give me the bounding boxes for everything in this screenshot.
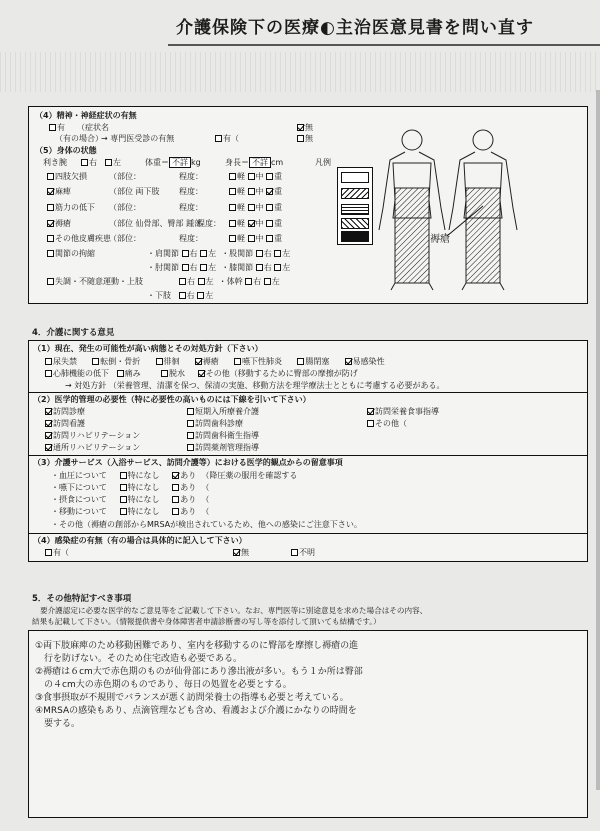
checkbox[interactable] xyxy=(266,235,273,242)
mental-if-has: （有の場合） xyxy=(55,134,103,143)
checkbox[interactable] xyxy=(256,264,263,271)
ataxia-lower: ・下肢 右 左 xyxy=(147,291,214,300)
policy: → 対処方針 （栄養管理、清潔を保つ、保清の実施、移動方法を理学療法士とともに考慮する必要がある。 xyxy=(65,381,445,390)
service-title: （3）介護サービス（入浴サービス、訪問介護等）における医学的観点からの留意事項 xyxy=(33,458,343,467)
note-line: 行を防げない。そのため住宅改造も必要である。 xyxy=(35,654,243,664)
checkbox[interactable] xyxy=(179,278,186,285)
legend-swatches xyxy=(337,167,373,245)
checkbox[interactable] xyxy=(266,204,273,211)
degree-group-4: 軽 中 重 xyxy=(229,219,282,229)
body-row-5[interactable]: その他皮膚疾患 xyxy=(47,234,111,244)
body-row-3[interactable]: 筋力の低下 xyxy=(47,203,95,213)
checkbox[interactable] xyxy=(248,204,255,211)
page-title: 介護保険下の医療◐主治医意見書を問い直す xyxy=(176,18,534,38)
checkbox[interactable] xyxy=(172,496,179,503)
body-row-4-degree: 程度： xyxy=(197,219,221,228)
checkbox[interactable] xyxy=(47,204,54,211)
body-row-3-site: （部位： xyxy=(109,203,141,212)
body-row-1[interactable]: 四肢欠損 xyxy=(47,172,87,182)
checkbox[interactable] xyxy=(120,496,127,503)
risk-title: （1）現在、発生の可能性が高い病態とその対処方針（下さい） xyxy=(33,344,263,353)
body-title: （5）身体の状態 xyxy=(35,146,97,155)
legend-swatch xyxy=(341,204,369,215)
legend-swatch xyxy=(341,218,369,229)
body-row-2-degree: 程度： xyxy=(179,187,203,196)
checkbox[interactable] xyxy=(187,432,194,439)
checkbox[interactable] xyxy=(248,188,255,195)
checkbox[interactable] xyxy=(47,278,54,285)
checkbox[interactable] xyxy=(248,220,255,227)
checkbox[interactable] xyxy=(156,358,163,365)
front-figure xyxy=(379,130,445,290)
body-row-2-site: （部位 両下肢 xyxy=(109,187,160,196)
medical-col3-2[interactable]: その他（ xyxy=(367,419,407,429)
checkbox[interactable] xyxy=(47,250,54,257)
infect-unknown[interactable]: 不明 xyxy=(291,548,315,558)
joint-row-1: ・肩関節 右 左 ・股関節 右 左 xyxy=(147,249,291,258)
medical-col1-1[interactable]: 訪問診療 xyxy=(45,407,85,417)
body-row-2[interactable]: 麻痺 xyxy=(47,187,71,197)
ataxia-row[interactable]: 失調・不随意運動・上肢 xyxy=(47,277,143,287)
mental-specialist-no[interactable]: 無 xyxy=(297,134,313,144)
height: 身長＝ 不詳 cm xyxy=(225,158,284,167)
medical-col2-3[interactable]: 訪問歯科衛生指導 xyxy=(187,431,259,441)
mental-specialist-yes[interactable]: 有（ xyxy=(215,134,239,144)
checkbox[interactable] xyxy=(266,173,273,180)
checkbox[interactable] xyxy=(198,370,205,377)
legend-swatch xyxy=(341,231,369,242)
mental-none[interactable]: 無 xyxy=(297,123,313,133)
checkbox[interactable] xyxy=(45,358,52,365)
checkbox[interactable] xyxy=(47,188,54,195)
mental-symptom: （症状名 xyxy=(77,123,109,132)
medical-title: （2）医学的管理の必要性（特に必要性の高いものには下線を引いて下さい） xyxy=(33,395,311,404)
checkbox[interactable] xyxy=(47,220,54,227)
degree-group-5: 軽 中 重 xyxy=(229,234,282,244)
checkbox[interactable] xyxy=(45,420,52,427)
checkbox[interactable] xyxy=(248,235,255,242)
checkbox[interactable] xyxy=(367,408,374,415)
checkbox[interactable] xyxy=(274,250,281,257)
note-line: 要する。 xyxy=(35,719,81,729)
checkbox[interactable] xyxy=(120,472,127,479)
checkbox[interactable] xyxy=(256,250,263,257)
checkbox[interactable] xyxy=(182,250,189,257)
checkbox[interactable] xyxy=(92,358,99,365)
checkbox[interactable] xyxy=(179,292,186,299)
checkbox[interactable] xyxy=(105,159,112,166)
checkbox[interactable] xyxy=(291,549,298,556)
joint-label[interactable]: 関節の拘縮 xyxy=(47,249,95,259)
checkbox[interactable] xyxy=(45,549,52,556)
checkbox[interactable] xyxy=(297,124,304,131)
checkbox[interactable] xyxy=(120,508,127,515)
degree-group-3: 軽 中 重 xyxy=(229,203,282,213)
checkbox[interactable] xyxy=(215,135,222,142)
body-row-1-site: （部位： xyxy=(109,172,141,181)
mental-title: （4）精神・神経症状の有無 xyxy=(35,111,137,120)
degree-group-1: 軽 中 重 xyxy=(229,172,282,182)
checkbox[interactable] xyxy=(274,264,281,271)
note-line: の４cm大の赤色期のものであり、毎日の処置を必要とする。 xyxy=(35,680,292,690)
ataxia-upper: 右 左 ・体幹 右 左 xyxy=(179,277,280,287)
notes-heading: 5．その他特記すべき事項 xyxy=(32,594,132,604)
back-figure xyxy=(447,130,517,290)
checkbox[interactable] xyxy=(47,173,54,180)
checkbox[interactable] xyxy=(229,220,236,227)
body-row-5-site: （部位： xyxy=(109,234,141,243)
note-line: ④MRSAの感染もあり、点滴管理なども含め、看護および介護にかなりの時間を xyxy=(35,706,357,716)
medical-col1-3[interactable]: 訪問リハビリテーション xyxy=(45,431,140,441)
legend-swatch xyxy=(341,188,369,199)
infect-title: （4）感染症の有無（有の場合は具体的に記入して下さい） xyxy=(33,536,247,545)
dominant-hand: 利き腕 xyxy=(43,158,67,167)
checkbox[interactable] xyxy=(172,508,179,515)
hand-right[interactable]: 右 xyxy=(81,158,97,168)
note-line: ②褥瘡は６cm大で赤色期のものが仙骨部にあり滲出液が多い。もう１か所は臀部 xyxy=(35,667,363,677)
notes-box xyxy=(28,630,588,818)
checkbox[interactable] xyxy=(187,420,194,427)
checkbox[interactable] xyxy=(229,188,236,195)
checkbox[interactable] xyxy=(297,135,304,142)
weight: 体重＝ 不詳 kg xyxy=(145,158,201,167)
body-row-4[interactable]: 褥瘡 xyxy=(47,219,71,229)
joint-row-2: ・肘関節 右 左 ・膝関節 右 左 xyxy=(147,263,291,272)
divider xyxy=(29,455,587,456)
legend-swatch xyxy=(341,172,369,183)
checkbox[interactable] xyxy=(172,472,179,479)
decubitus-note: 褥瘡 xyxy=(430,234,450,245)
divider xyxy=(29,533,587,534)
scan-noise xyxy=(0,52,600,92)
checkbox[interactable] xyxy=(81,159,88,166)
checkbox[interactable] xyxy=(234,358,241,365)
checkbox[interactable] xyxy=(233,549,240,556)
scan-edge xyxy=(596,90,600,790)
mental-specialist: → 専門医受診の有無 xyxy=(101,134,175,143)
checkbox[interactable] xyxy=(229,173,236,180)
checkbox[interactable] xyxy=(120,484,127,491)
checkbox[interactable] xyxy=(200,250,207,257)
service-row-2: ・嚥下について 特になし あり （ xyxy=(51,483,210,492)
checkbox[interactable] xyxy=(187,408,194,415)
checkbox[interactable] xyxy=(197,292,204,299)
body-row-3-degree: 程度： xyxy=(179,203,203,212)
checkbox[interactable] xyxy=(45,432,52,439)
checkbox[interactable] xyxy=(161,370,168,377)
body-row-1-degree: 程度： xyxy=(179,172,203,181)
checkbox[interactable] xyxy=(297,358,304,365)
checkbox[interactable] xyxy=(245,278,252,285)
body-row-4-site: （部位 仙骨部、臀部 踵部 xyxy=(109,219,203,228)
hand-left[interactable]: 左 xyxy=(105,158,121,168)
checkbox[interactable] xyxy=(264,278,271,285)
care-heading: 4．介護に関する意見 xyxy=(32,328,115,338)
notes-intro-1: 要介護認定に必要な医学的なご意見等をご記載して下さい。なお、専門医等に別途意見を求めた場合はその内容、 xyxy=(40,606,428,615)
divider xyxy=(29,392,587,393)
service-row-1: ・血圧について 特になし あり （降圧薬の服用を確認する xyxy=(51,471,298,480)
notes-intro-2: 結果も記載して下さい。（情報提供書や身体障害者申請診断書の写し等を添付して頂いても結構です。） xyxy=(32,617,381,626)
medical-col2-4[interactable]: 訪問薬剤管理指導 xyxy=(187,443,259,453)
medical-col2-1[interactable]: 短期入所療養介護 xyxy=(187,407,259,417)
checkbox[interactable] xyxy=(45,408,52,415)
checkbox[interactable] xyxy=(198,278,205,285)
checkbox[interactable] xyxy=(367,420,374,427)
legend-label: 凡例 xyxy=(315,158,331,167)
checkbox[interactable] xyxy=(45,370,52,377)
checkbox[interactable] xyxy=(200,264,207,271)
checkbox[interactable] xyxy=(187,444,194,451)
checkbox[interactable] xyxy=(195,358,202,365)
risk-row1: 尿失禁 転倒・骨折 徘徊 褥瘡 嚥下性肺炎 腸閉塞 易感染性 xyxy=(45,357,385,367)
medical-col2-2[interactable]: 訪問歯科診療 xyxy=(187,419,243,429)
note-line: ①両下肢麻痺のため移動困難であり、室内を移動するのに臀部を摩擦し褥瘡の進 xyxy=(35,641,359,651)
care-box xyxy=(28,340,588,562)
checkbox[interactable] xyxy=(229,204,236,211)
checkbox[interactable] xyxy=(117,370,124,377)
checkbox[interactable] xyxy=(229,235,236,242)
service-row-3: ・摂食について 特になし あり （ xyxy=(51,495,210,504)
note-line: ③食事摂取が不規則でバランスが悪く訪問栄養士の指導も必要と考えている。 xyxy=(35,693,349,703)
checkbox[interactable] xyxy=(266,188,273,195)
body-diagram xyxy=(375,118,525,293)
infect-has[interactable]: 有（ xyxy=(45,548,69,558)
service-row-4: ・移動について 特になし あり （ xyxy=(51,507,210,516)
checkbox[interactable] xyxy=(266,220,273,227)
checkbox[interactable] xyxy=(49,124,56,131)
body-row-5-degree: 程度： xyxy=(179,234,203,243)
checkbox[interactable] xyxy=(47,235,54,242)
degree-group-2: 軽 中 重 xyxy=(229,187,282,197)
risk-row2: 心肺機能の低下 痛み 脱水 その他（移動するために臀部の摩擦が防げ xyxy=(45,369,358,379)
mental-has[interactable]: 有 xyxy=(49,123,65,133)
checkbox[interactable] xyxy=(172,484,179,491)
checkbox[interactable] xyxy=(345,358,352,365)
checkbox[interactable] xyxy=(45,444,52,451)
infect-none[interactable]: 無 xyxy=(233,548,249,558)
checkbox[interactable] xyxy=(182,264,189,271)
medical-col1-2[interactable]: 訪問看護 xyxy=(45,419,85,429)
medical-col3-1[interactable]: 訪問栄養食事指導 xyxy=(367,407,439,417)
checkbox[interactable] xyxy=(248,173,255,180)
medical-col1-4[interactable]: 通所リハビリテーション xyxy=(45,443,140,453)
service-other: ・その他（褥瘡の創部からMRSAが検出されているため、他への感染にご注意下さい。 xyxy=(51,520,362,529)
title-rule xyxy=(168,44,600,46)
